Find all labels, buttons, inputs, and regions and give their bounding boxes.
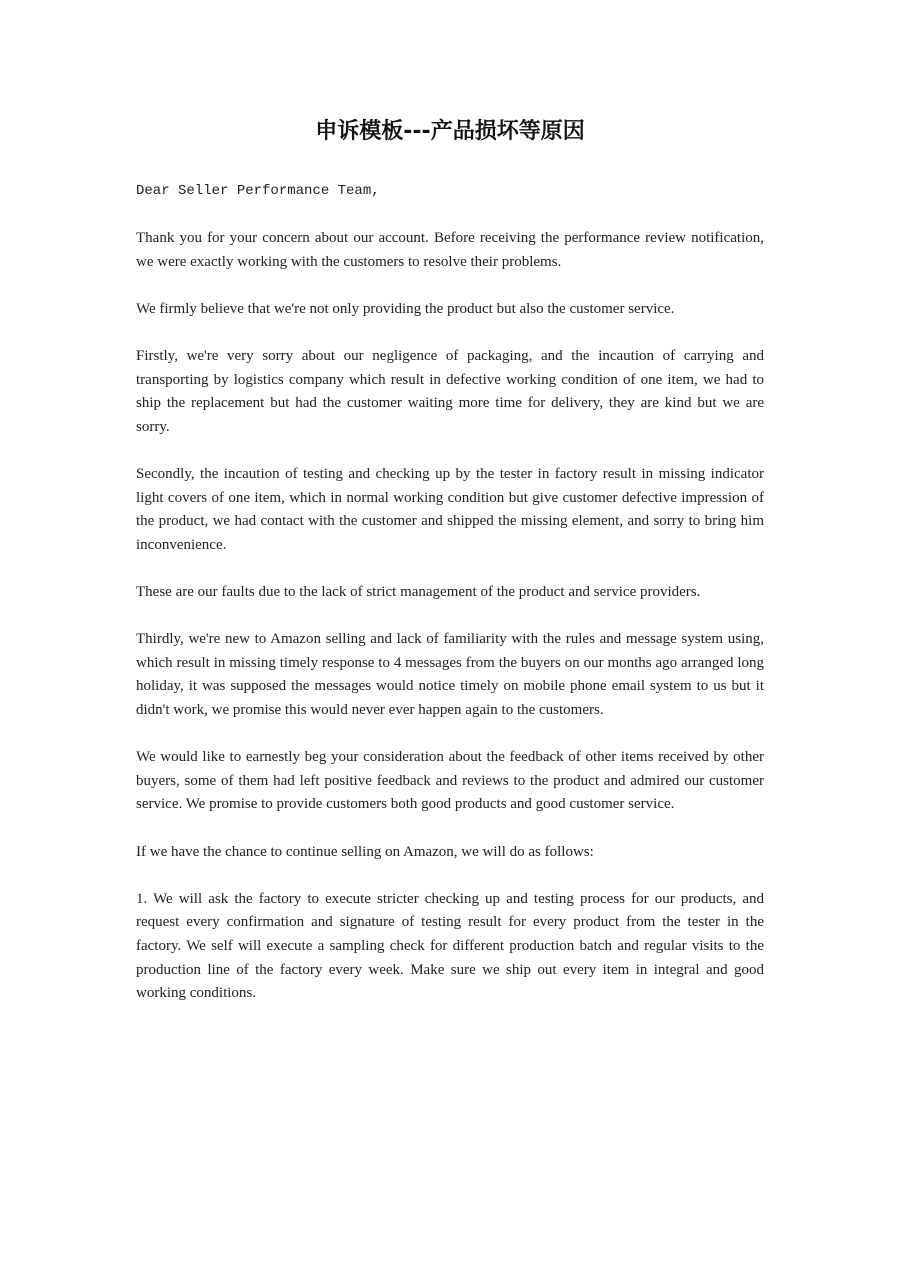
document-title: 申诉模板---产品损坏等原因: [315, 119, 585, 144]
paragraph-thanks: Thank you for your concern about our account. Before receiving the performance review notification, we were exactly working with the customers to resolve their problems.: [136, 230, 764, 270]
paragraph-faults: These are our faults due to the lack of strict management of the product and service providers.: [136, 584, 701, 601]
paragraph-thirdly: Thirdly, we're new to Amazon selling and lack of familiarity with the rules and message system using, which result in missing timely response to 4 messages from the buyers on our months ago arranged long holiday, it was supposed the messages would notice timely on mobile phone email system to us but it didn't work, we promise this would never ever happen again to the customers.: [136, 631, 764, 719]
salutation: Dear Seller Performance Team,: [136, 183, 380, 199]
paragraph-consideration: We would like to earnestly beg your consideration about the feedback of other items received by other buyers, some of them had left positive feedback and reviews to the product and admired our customer service. We promise to provide customers both good products and good customer service.: [136, 749, 764, 813]
paragraph-firstly: Firstly, we're very sorry about our negligence of packaging, and the incaution of carrying and transporting by logistics company which result in defective working condition of one item, we had to ship the replacement but had the customer waiting more time for delivery, they are kind but we are sorry.: [136, 348, 764, 435]
document-body: [136, 180, 764, 1029]
paragraph-secondly: Secondly, the incaution of testing and checking up by the tester in factory result in missing indicator light covers of one item, which in normal working condition but give customer defective impression of the product, we had contact with the customer and shipped the missing element, and sorry to bring him inconvenience.: [136, 466, 764, 553]
paragraph-plan-item-1: 1. We will ask the factory to execute stricter checking up and testing process for our products, and request every confirmation and signature of testing result for every product from the tester in the factory. We self will execute a sampling check for different production batch and regular visits to the production line of the factory every week. Make sure we ship out every item in integral and good working conditions.: [136, 890, 764, 1002]
paragraph-plan-intro: If we have the chance to continue selling on Amazon, we will do as follows:: [136, 843, 594, 860]
paragraph-belief: We firmly believe that we're not only providing the product but also the customer service.: [136, 300, 675, 317]
